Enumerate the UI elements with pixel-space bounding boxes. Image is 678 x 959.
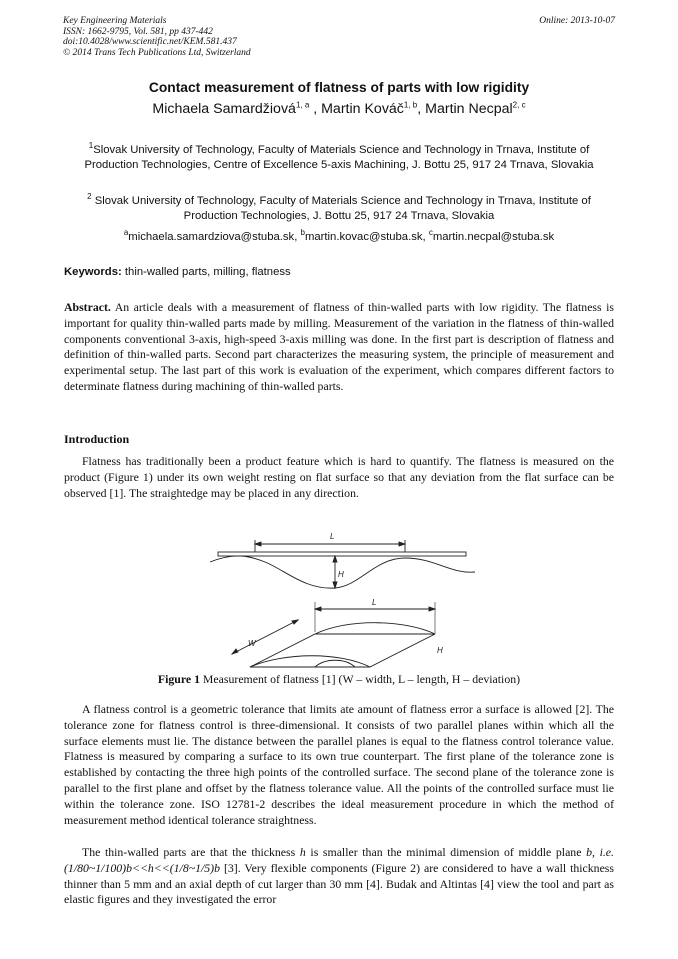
journal-doi: doi:10.4028/www.scientific.net/KEM.581.437: [63, 37, 237, 48]
affiliation-1: [62, 143, 616, 173]
straightedge: [218, 552, 466, 556]
email-link[interactable]: michaela.samardziova@stuba.sk,: [128, 231, 301, 243]
email-sup: a: [123, 228, 129, 238]
keywords-label: Keywords:: [64, 266, 122, 278]
section-heading-introduction: Introduction: [64, 432, 130, 446]
label-L-3d: L: [372, 598, 377, 607]
caption-text: Measurement of flatness [1] (W – width, L – length, H – deviation): [199, 672, 521, 686]
p3-text-a: The thin-walled parts are that the thickness: [82, 845, 300, 859]
author-sup: 1, b: [403, 100, 418, 110]
abstract: [64, 300, 614, 395]
email-sup: c: [428, 228, 433, 238]
email-sup: b: [300, 228, 305, 238]
author-name: Martin Necpal: [425, 101, 513, 117]
label-W: W: [248, 639, 256, 648]
plate-outline: [250, 634, 435, 667]
paper-title: Contact measurement of flatness of parts with low rigidity: [148, 80, 530, 95]
author-name: Michaela Samardžiová: [152, 101, 296, 117]
keywords-text: thin-walled parts, milling, flatness: [121, 266, 291, 278]
journal-header: [63, 16, 393, 58]
caption-label: Figure 1: [157, 672, 200, 686]
plate-curve: [315, 623, 435, 634]
label-L: L: [330, 532, 335, 541]
label-H-3d: H: [437, 646, 443, 655]
author-sep: ,: [417, 101, 426, 117]
p3-text-d: [3]. Very flexible components (Figure 2) are considered to have a wall thickness thinner than 5 mm and an axial depth of cut larger than 30 mm [4]. Budak and Altintas [4] view the tool and part as elastic figures and they investigated the error: [64, 860, 614, 907]
introduction-paragraph-2: A flatness control is a geometric tolerance that limits ate amount of flatness error a surface is allowed [2]. The tolerance zone for flatness control is three-dimensional. It consists of two parallel planes within which all the surface elements must lie. The distance between the parallel planes is equal to the flatness control tolerance value. Flatness is measured by comparing a surface to its own true counterpart. The first plane of the tolerance zone is established by contacting the three high points of the controlled surface. The second plane of the tolerance zone is parallel to the first plane and offset by the flatness tolerance value. All the points of the controlled surface must lie within the tolerance zone. ISO 12781-2 describes the ideal measurement procedure in which the method of measurement method identical tolerance straightness.: [64, 702, 614, 827]
abstract-label: Abstract.: [64, 300, 111, 314]
figure-1-diagram: [210, 522, 480, 672]
introduction-paragraph-1: Flatness has traditionally been a product feature which is hard to quantify. The flatness is measured on the product (Figure 1) under its own weight resting on flat surface so that any deviation from the flat surface can be observed [1]. The straightedge may be placed in any direction.: [64, 454, 614, 500]
p3-formula: b, i.e. (1/80~1/100)b<<h<<(1/8~1/5)b: [64, 845, 614, 875]
email-link[interactable]: martin.necpal@stuba.sk: [432, 231, 555, 243]
label-H: H: [338, 570, 344, 579]
affiliation-sup: 1: [88, 141, 94, 151]
affiliation-text: Slovak University of Technology, Faculty of Materials Science and Technology in Trnava, Institute of Production Technologies, J. Bottu 25, 917 24 Trnava, Slovakia: [91, 195, 591, 222]
author-sup: 1, a: [295, 100, 310, 110]
introduction-paragraph-3: [64, 845, 614, 908]
keywords: [64, 266, 291, 278]
p3-symbol-h: h: [299, 845, 306, 859]
p3-text-b: is smaller than the minimal dimension of middle plane: [305, 845, 587, 859]
email-link[interactable]: martin.kovac@stuba.sk,: [304, 231, 429, 243]
author-sup: 2, c: [512, 100, 526, 110]
figure-1-caption: [40, 672, 638, 687]
abstract-text: An article deals with a measurement of flatness of thin-walled parts with low rigidity. The flatness is important for quality thin-walled parts made by milling. Measurement of the variation in the flatness of thin-walled components conventional 3-axis, high-speed 3-axis milling was done. In the first part is description of flatness and definition of thin-walled parts. Second part characterizes the measuring system, the principle of measurement and experimental setup. The last part of this work is evaluation of the experiment, which compares different factors to determinate flatness during machining of thin-walled parts.: [64, 300, 614, 393]
journal-copyright: © 2014 Trans Tech Publications Ltd, Switzerland: [63, 47, 251, 58]
journal-issn: ISSN: 1662-9795, Vol. 581, pp 437-442: [63, 26, 213, 37]
affiliation-sup: 2: [87, 192, 92, 202]
journal-name: Key Engineering Materials: [63, 16, 167, 26]
affiliation-text: Slovak University of Technology, Faculty of Materials Science and Technology in Trnava, Institute of Production Technologies, Centre of Excellence 5-axis Machining, J. Bottu 25, 917 24 Trnava, Slovakia: [84, 144, 594, 171]
author-sep: ,: [309, 101, 322, 117]
online-date: Online: 2013-10-07: [539, 16, 615, 26]
author-name: Martin Kováč: [321, 101, 404, 117]
author-emails: [62, 228, 616, 243]
author-list: [40, 101, 638, 117]
affiliation-2: [62, 194, 616, 224]
